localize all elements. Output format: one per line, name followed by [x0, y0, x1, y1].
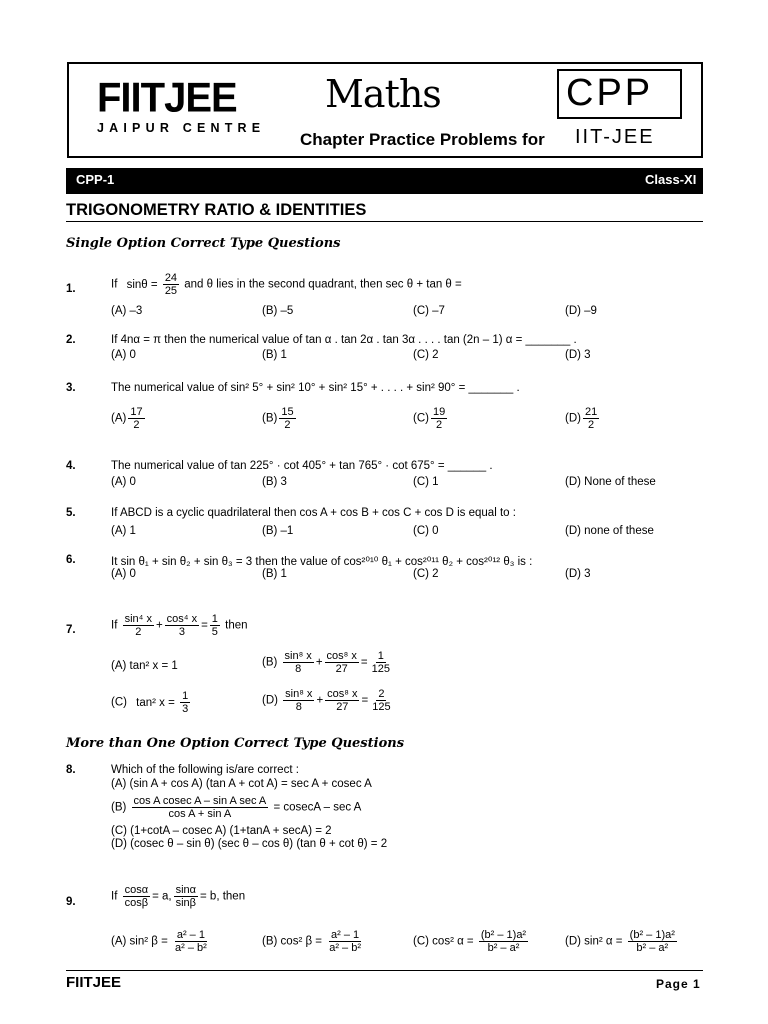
q9-d-label: (D) — [565, 935, 581, 948]
q3-option-a — [111, 406, 147, 431]
q1-post: and θ lies in the second quadrant, then sec θ + tan θ = — [184, 278, 462, 291]
cpp-badge: CPP — [566, 72, 654, 114]
section-single: Single Option Correct Type Questions — [66, 236, 341, 251]
q7-d-frac-1 — [283, 688, 314, 713]
q8-b-post: = cosecA – sec A — [273, 801, 362, 814]
q7-f1-num: sin⁴ x — [124, 613, 152, 625]
q7-b-frac-3 — [370, 650, 392, 675]
q6-option-b: (B) 1 — [262, 568, 287, 580]
q1-option-b: (B) –5 — [262, 305, 294, 317]
q1-option-a: (A) –3 — [111, 305, 143, 317]
q4-number: 4. — [66, 460, 76, 472]
q1-frac-den: 25 — [164, 285, 178, 297]
q1-fraction — [163, 272, 179, 297]
q5-text: If ABCD is a cyclic quadrilateral then cos A + cos B + cos C + cos D is equal to : — [111, 507, 516, 519]
q8-number: 8. — [66, 764, 76, 776]
footer-rule — [66, 970, 703, 971]
q9-b-fraction — [327, 929, 363, 954]
q3-option-c — [413, 406, 449, 431]
q9-f1-den: cosβ — [124, 897, 149, 909]
q6-number: 6. — [66, 554, 76, 566]
q4-text: The numerical value of tan 225° · cot 405° + tan 765° · cot 675° = ______ . — [111, 460, 493, 472]
q3-c-den: 2 — [436, 419, 443, 431]
q3-d-fraction — [583, 406, 599, 431]
q3-a-label: (A) — [111, 412, 127, 425]
q9-a-pre: sin² β = — [129, 935, 168, 948]
q9-f2-den: sinβ — [175, 897, 196, 909]
cpp-number: CPP-1 — [76, 172, 115, 187]
q6-option-d: (D) 3 — [565, 568, 591, 580]
q1-option-c: (C) –7 — [413, 305, 445, 317]
q5-option-d: (D) none of these — [565, 525, 654, 537]
q3-b-den: 2 — [284, 419, 291, 431]
fiitjee-logo: FIITJEE — [97, 74, 237, 122]
q3-a-fraction — [128, 406, 144, 431]
q7-d2-num: cos⁸ x — [327, 688, 358, 700]
q9-a-num: a² – 1 — [176, 929, 205, 941]
q2-number: 2. — [66, 334, 76, 346]
q7-f2-den: 3 — [178, 626, 185, 638]
q7-plus: + — [155, 619, 163, 632]
q7-eq: = — [201, 619, 208, 632]
q3-d-den: 2 — [588, 419, 595, 431]
q7-option-a: (A) tan² x = 1 — [111, 660, 178, 672]
q4-option-d: (D) None of these — [565, 476, 656, 488]
q1-option-d: (D) –9 — [565, 305, 597, 317]
q9-mid: = a, — [152, 890, 172, 903]
subject-title: Maths — [325, 72, 441, 116]
q7-b-label: (B) — [262, 656, 278, 669]
q7-c-label: (C) — [111, 696, 127, 709]
q7-b3-den: 125 — [371, 663, 390, 675]
q3-d-label: (D) — [565, 412, 581, 425]
q1-func: sinθ = — [126, 278, 158, 291]
q7-d-frac-2 — [325, 688, 359, 713]
q9-frac-1 — [123, 884, 150, 909]
q3-c-fraction — [431, 406, 447, 431]
q9-c-pre: cos² α = — [432, 935, 474, 948]
logo-subtitle: JAIPUR CENTRE — [97, 121, 266, 135]
section-multiple: More than One Option Correct Type Questions — [66, 736, 405, 751]
q2-option-b: (B) 1 — [262, 349, 287, 361]
q9-a-fraction — [173, 929, 209, 954]
q7-b1-den: 8 — [295, 663, 302, 675]
exam-label: IIT-JEE — [575, 126, 655, 148]
q7-b-frac-2 — [325, 650, 359, 675]
q3-a-num: 17 — [130, 406, 143, 418]
q9-f2-num: sinα — [175, 884, 197, 896]
q7-d3-den: 125 — [372, 701, 391, 713]
q7-option-c — [111, 690, 192, 715]
q7-option-b: (B) $\frac{\text{sin⁸ x}}{8}$ + $\frac{\text{cos⁸ x}}{27}$ = $\frac{1}{125}$ — [262, 650, 390, 675]
q4-option-a: (A) 0 — [111, 476, 136, 488]
q9-d-den: b² – a² — [636, 942, 669, 954]
q5-option-a: (A) 1 — [111, 525, 136, 537]
q9-text — [111, 884, 245, 909]
q7-frac-2 — [165, 613, 199, 638]
q5-option-c: (C) 0 — [413, 525, 439, 537]
q9-d-fraction — [628, 929, 677, 954]
q8-option-c: (C) (1+cotA – cosec A) (1+tanA + secA) = 2 — [111, 825, 332, 837]
info-bar — [66, 168, 703, 194]
q3-a-den: 2 — [133, 419, 140, 431]
q9-d-num: (b² – 1)a² — [629, 929, 675, 941]
q7-d-label: (D) — [262, 694, 278, 707]
q9-d-pre: sin² α = — [584, 935, 623, 948]
q3-text: The numerical value of sin² 5° + sin² 10° + sin² 15° + . . . . + sin² 90° = _______ . — [111, 382, 520, 394]
q9-option-d — [565, 929, 679, 954]
q3-b-num: 15 — [281, 406, 294, 418]
q8-option-b — [111, 795, 361, 820]
q7-c-num: 1 — [182, 690, 189, 702]
q2-option-d: (D) 3 — [565, 349, 591, 361]
q7-post: then — [225, 619, 248, 632]
q7-frac-3 — [210, 613, 220, 638]
q9-c-den: b² – a² — [487, 942, 520, 954]
q2-text: If 4nα = π then the numerical value of tan α . tan 2α . tan 3α . . . . tan (2n – 1) α = _______ . — [111, 334, 577, 346]
q1-frac-num: 24 — [164, 272, 178, 284]
page-number: Page 1 — [656, 977, 701, 991]
q9-c-num: (b² – 1)a² — [480, 929, 527, 941]
q7-f3-den: 5 — [211, 626, 218, 638]
q9-number: 9. — [66, 896, 76, 908]
q2-option-a: (A) 0 — [111, 349, 136, 361]
q3-b-fraction — [279, 406, 295, 431]
q3-option-b — [262, 406, 298, 431]
q7-f3-num: 1 — [211, 613, 218, 625]
q9-post: = b, then — [200, 890, 246, 903]
q7-d-frac-3 — [370, 688, 392, 713]
q8-b-num: cos A cosec A – sin A sec A — [133, 795, 267, 807]
q6-option-a: (A) 0 — [111, 568, 136, 580]
chapter-label: Chapter Practice Problems for — [300, 130, 545, 149]
q7-b2-den: 27 — [335, 663, 348, 675]
q7-c-den: 3 — [182, 703, 189, 715]
q7-b-frac-1 — [283, 650, 314, 675]
q7-c-fraction — [180, 690, 190, 715]
q5-number: 5. — [66, 507, 76, 519]
q8-text: Which of the following is/are correct : — [111, 764, 299, 776]
q9-b-num: a² – 1 — [331, 929, 360, 941]
q4-option-b: (B) 3 — [262, 476, 287, 488]
q7-option-d: (D) $\frac{\text{sin⁸ x}}{8}$ + $\frac{\text{cos⁸ x}}{27}$ = $\frac{2}{125}$ — [262, 688, 391, 713]
q3-number: 3. — [66, 382, 76, 394]
page-title: TRIGONOMETRY RATIO & IDENTITIES — [66, 201, 367, 219]
q8-option-a: (A) (sin A + cos A) (tan A + cot A) = sec A + cosec A — [111, 778, 372, 790]
q9-c-label: (C) — [413, 935, 429, 948]
footer-logo: FIITJEE — [66, 974, 122, 991]
q7-d1-num: sin⁸ x — [285, 688, 313, 700]
q7-b2-num: cos⁸ x — [326, 650, 357, 662]
q4-option-c: (C) 1 — [413, 476, 439, 488]
q3-c-num: 19 — [432, 406, 446, 418]
q5-option-b: (B) –1 — [262, 525, 294, 537]
q7-b1-num: sin⁸ x — [284, 650, 312, 662]
class-label: Class-XI — [645, 172, 697, 187]
q9-a-label: (A) — [111, 935, 127, 948]
q9-f1-num: cosα — [124, 884, 149, 896]
q9-option-b — [262, 929, 365, 954]
q9-b-label: (B) — [262, 935, 278, 948]
q7-f1-den: 2 — [135, 626, 142, 638]
q7-d3-num: 2 — [378, 688, 385, 700]
q2-option-c: (C) 2 — [413, 349, 439, 361]
q1-text — [111, 272, 462, 297]
title-rule — [66, 221, 703, 222]
q9-b-pre: cos² β = — [280, 935, 322, 948]
q7-frac-1 — [123, 613, 154, 638]
q7-d1-den: 8 — [295, 701, 302, 713]
q9-frac-2 — [174, 884, 198, 909]
q3-b-label: (B) — [262, 412, 278, 425]
q7-b3-num: 1 — [377, 650, 384, 662]
q7-number: 7. — [66, 624, 76, 636]
q7-f2-num: cos⁴ x — [166, 613, 198, 625]
q9-a-den: a² – b² — [175, 942, 207, 954]
q9-option-a — [111, 929, 211, 954]
q3-d-num: 21 — [584, 406, 598, 418]
q8-b-label: (B) — [111, 801, 127, 814]
q3-option-d — [565, 406, 601, 431]
q7-c-pre: tan² x = — [136, 696, 175, 709]
q1-number: 1. — [66, 283, 76, 295]
q7-pre: If — [111, 619, 118, 632]
q6-text: It sin θ₁ + sin θ₂ + sin θ₃ = 3 then the value of cos²⁰¹⁰ θ₁ + cos²⁰¹¹ θ₂ + cos²⁰¹² θ₃ is : — [111, 556, 533, 568]
q8-option-d: (D) (cosec θ – sin θ) (sec θ – cos θ) (tan θ + cot θ) = 2 — [111, 838, 388, 850]
q6-option-c: (C) 2 — [413, 568, 439, 580]
q9-b-den: a² – b² — [329, 942, 361, 954]
q7-d2-den: 27 — [336, 701, 349, 713]
q8-b-den: cos A + sin A — [168, 808, 232, 820]
q1-pre: If — [111, 278, 118, 291]
q9-pre: If — [111, 890, 118, 903]
q7-text — [111, 613, 248, 638]
q3-c-label: (C) — [413, 412, 429, 425]
q8-b-fraction — [132, 795, 269, 820]
q9-c-fraction — [479, 929, 528, 954]
q9-option-c — [413, 929, 530, 954]
